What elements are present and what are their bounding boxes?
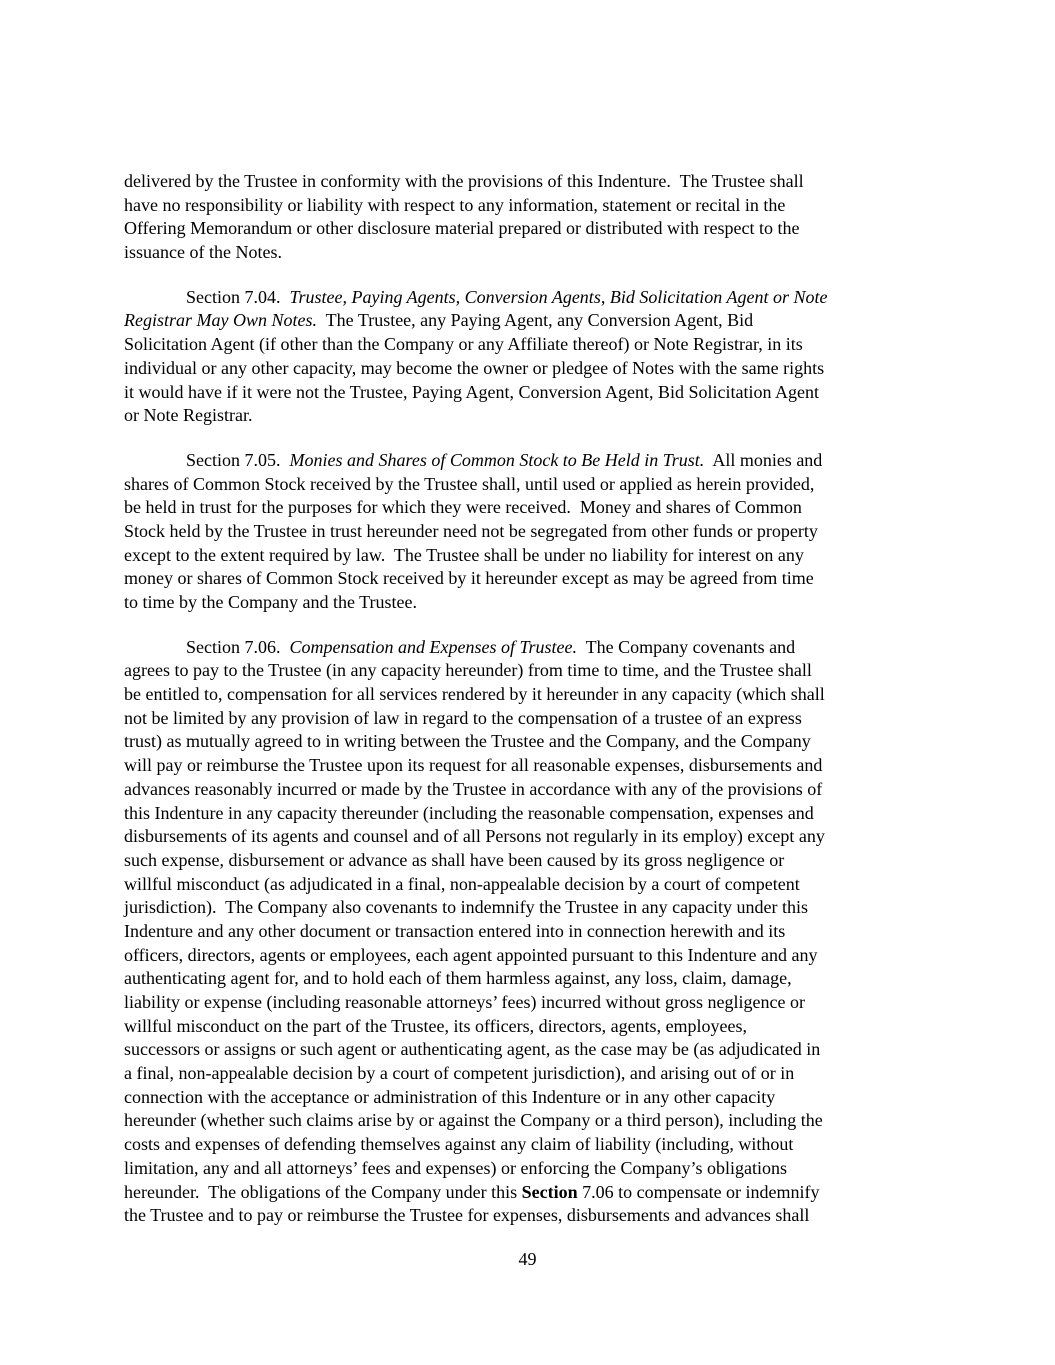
paragraph bbox=[124, 286, 944, 428]
text-line bbox=[124, 991, 944, 1015]
text-line bbox=[124, 825, 944, 849]
text-segment: except to the extent required by law. The Trustee shall be under no liability for interest on any bbox=[124, 544, 804, 565]
text-segment: disbursements of its agents and counsel and of all Persons not regularly in its employ) except any bbox=[124, 826, 825, 847]
text-segment: such expense, disbursement or advance as shall have been caused by its gross negligence or bbox=[124, 849, 785, 870]
text-segment: the Trustee and to pay or reimburse the Trustee for expenses, disbursements and advances shall bbox=[124, 1205, 810, 1226]
text-line bbox=[124, 286, 944, 310]
text-segment: trust) as mutually agreed to in writing between the Trustee and the Company, and the Company bbox=[124, 731, 811, 752]
text-segment: The Trustee, any Paying Agent, any Conversion Agent, Bid bbox=[317, 310, 754, 331]
section-heading: Registrar May Own Notes. bbox=[124, 310, 317, 331]
text-segment: All monies and bbox=[704, 449, 823, 470]
text-line bbox=[124, 217, 944, 241]
text-segment: or Note Registrar. bbox=[124, 405, 253, 426]
text-segment: 7.06 to compensate or indemnify bbox=[577, 1181, 820, 1202]
text-line bbox=[124, 1133, 944, 1157]
text-line bbox=[124, 1157, 944, 1181]
text-segment: willful misconduct (as adjudicated in a final, non-appealable decision by a court of competent bbox=[124, 873, 800, 894]
page-number: 49 bbox=[518, 1249, 537, 1269]
text-line bbox=[124, 896, 944, 920]
text-line bbox=[124, 544, 944, 568]
text-line bbox=[124, 449, 944, 473]
text-segment: will pay or reimburse the Trustee upon its request for all reasonable expenses, disbursements and bbox=[124, 755, 823, 776]
text-line bbox=[124, 496, 944, 520]
text-segment: individual or any other capacity, may become the owner or pledgee of Notes with the same rights bbox=[124, 357, 825, 378]
text-segment: willful misconduct on the part of the Trustee, its officers, directors, agents, employees, bbox=[124, 1015, 748, 1036]
text-line bbox=[124, 802, 944, 826]
text-line bbox=[124, 381, 944, 405]
text-segment: it would have if it were not the Trustee, Paying Agent, Conversion Agent, Bid Solicitation Agent bbox=[124, 381, 819, 402]
text-segment: costs and expenses of defending themselves against any claim of liability (including, without bbox=[124, 1134, 794, 1155]
text-segment: successors or assigns or such agent or authenticating agent, as the case may be (as adjudicated in bbox=[124, 1039, 821, 1060]
text-segment: jurisdiction). The Company also covenants to indemnify the Trustee in any capacity under this bbox=[124, 897, 809, 918]
text-segment: delivered by the Trustee in conformity with the provisions of this Indenture. The Trustee shall bbox=[124, 171, 804, 191]
text-line bbox=[124, 1015, 944, 1039]
text-line bbox=[124, 944, 944, 968]
text-line bbox=[124, 1062, 944, 1086]
text-segment: Section 7.05. bbox=[186, 449, 290, 470]
text-segment: Stock held by the Trustee in trust hereunder need not be segregated from other funds or property bbox=[124, 520, 818, 541]
text-segment: Solicitation Agent (if other than the Company or any Affiliate thereof) or Note Registrar, in its bbox=[124, 334, 803, 355]
text-line bbox=[124, 194, 944, 218]
text-line bbox=[124, 170, 944, 194]
text-segment: to time by the Company and the Trustee. bbox=[124, 592, 417, 612]
text-line bbox=[124, 473, 944, 497]
text-line bbox=[124, 754, 944, 778]
text-line bbox=[124, 1086, 944, 1110]
text-line bbox=[124, 591, 944, 615]
text-segment: Section 7.06. bbox=[186, 636, 290, 657]
text-segment: a final, non-appealable decision by a court of competent jurisdiction), and arising out of or in bbox=[124, 1063, 795, 1084]
text-segment: this Indenture in any capacity thereunder (including the reasonable compensation, expenses and bbox=[124, 802, 814, 823]
text-line bbox=[124, 967, 944, 991]
text-line bbox=[124, 404, 944, 428]
text-segment: issuance of the Notes. bbox=[124, 242, 282, 263]
text-line bbox=[124, 357, 944, 381]
text-segment: money or shares of Common Stock received by it hereunder except as may be agreed from time bbox=[124, 568, 814, 589]
paragraph bbox=[124, 636, 944, 1228]
text-segment: agrees to pay to the Trustee (in any capacity hereunder) from time to time, and the Trustee shall bbox=[124, 660, 812, 681]
text-line bbox=[124, 567, 944, 591]
text-line bbox=[124, 636, 944, 660]
text-segment: Indenture and any other document or transaction entered into in connection herewith and its bbox=[124, 920, 786, 941]
section-heading: Monies and Shares of Common Stock to Be Held in Trust. bbox=[289, 449, 705, 470]
text-segment: be held in trust for the purposes for which they were received. Money and shares of Common bbox=[124, 497, 802, 518]
text-line bbox=[124, 241, 944, 265]
paragraph bbox=[124, 170, 944, 265]
text-line bbox=[124, 1109, 944, 1133]
text-segment: be entitled to, compensation for all services rendered by it hereunder in any capacity (which shall bbox=[124, 684, 825, 705]
text-segment: advances reasonably incurred or made by the Trustee in accordance with any of the provisions of bbox=[124, 778, 823, 799]
bold-text: Section bbox=[521, 1181, 578, 1202]
text-line bbox=[124, 333, 944, 357]
text-line bbox=[124, 873, 944, 897]
text-segment: hereunder. The obligations of the Company under this bbox=[124, 1181, 522, 1202]
text-segment: officers, directors, agents or employees, each agent appointed pursuant to this Indenture and any bbox=[124, 944, 818, 965]
text-segment: Offering Memorandum or other disclosure material prepared or distributed with respect to the bbox=[124, 218, 800, 239]
text-line bbox=[124, 1204, 944, 1228]
text-segment: Section 7.04. bbox=[186, 286, 290, 307]
text-segment: The Company covenants and bbox=[576, 636, 796, 657]
text-line bbox=[124, 849, 944, 873]
section-heading: Trustee, Paying Agents, Conversion Agents, Bid Solicitation Agent or Note bbox=[289, 286, 828, 307]
text-segment: not be limited by any provision of law in regard to the compensation of a trustee of an express bbox=[124, 707, 802, 728]
text-line bbox=[124, 683, 944, 707]
text-line bbox=[124, 707, 944, 731]
text-segment: have no responsibility or liability with respect to any information, statement or recital in the bbox=[124, 194, 786, 215]
text-segment: limitation, any and all attorneys’ fees and expenses) or enforcing the Company’s obligations bbox=[124, 1157, 787, 1178]
text-line bbox=[124, 1181, 944, 1205]
text-line bbox=[124, 920, 944, 944]
document-body bbox=[124, 170, 944, 1249]
text-line bbox=[124, 730, 944, 754]
text-segment: shares of Common Stock received by the Trustee shall, until used or applied as herein provided, bbox=[124, 473, 815, 494]
text-segment: authenticating agent for, and to hold each of them harmless against, any loss, claim, damage, bbox=[124, 968, 792, 989]
section-heading: Compensation and Expenses of Trustee. bbox=[289, 636, 577, 657]
text-line bbox=[124, 520, 944, 544]
text-segment: liability or expense (including reasonable attorneys’ fees) incurred without gross negligence or bbox=[124, 992, 805, 1012]
text-line bbox=[124, 309, 944, 333]
text-segment: connection with the acceptance or administration of this Indenture or in any other capacity bbox=[124, 1086, 776, 1107]
text-segment: hereunder (whether such claims arise by or against the Company or a third person), including the bbox=[124, 1110, 823, 1131]
text-line bbox=[124, 1038, 944, 1062]
paragraph bbox=[124, 449, 944, 615]
text-line bbox=[124, 659, 944, 683]
text-line bbox=[124, 778, 944, 802]
